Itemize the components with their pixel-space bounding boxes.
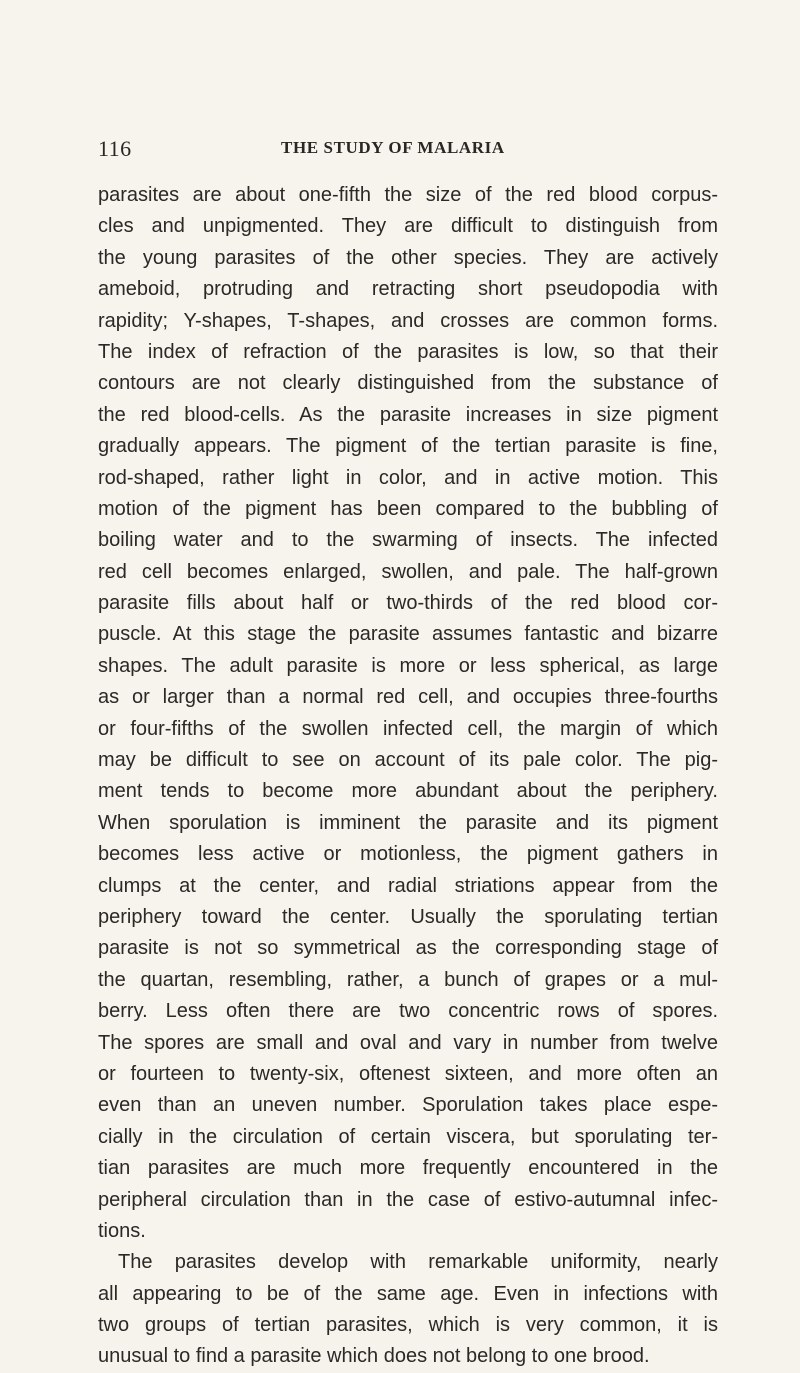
text-line: ameboid, protruding and retracting short pseudopodia with [98,278,718,301]
text-line: the quartan, resembling, rather, a bunch of grapes or a mul- [98,968,718,991]
text-line: even than an uneven number. Sporulation takes place espe- [98,1094,718,1117]
text-line: The index of refraction of the parasites is low, so that their [98,340,718,363]
text-line: or four-fifths of the swollen infected cell, the margin of which [98,717,718,740]
page-header [98,136,718,162]
text-line: When sporulation is imminent the parasite and its pigment [98,811,718,834]
text-line: The parasites develop with remarkable uniformity, nearly [118,1251,718,1274]
text-line: rapidity; Y-shapes, T-shapes, and crosses are common forms. [98,309,718,332]
text-line: motion of the pigment has been compared to the bubbling of [98,497,718,520]
text-line: parasite fills about half or two-thirds of the red blood cor- [98,592,718,615]
paragraph-1 [98,180,718,1247]
text-line: red cell becomes enlarged, swollen, and pale. The half-grown [98,560,718,583]
page-number: 116 [98,136,132,161]
text-line: parasites are about one-fifth the size of the red blood corpus- [98,184,718,206]
text-line: all appearing to be of the same age. Even in infections with [98,1282,718,1305]
text-line: clumps at the center, and radial striations appear from the [98,874,718,897]
text-line: the young parasites of the other species. They are actively [98,246,718,269]
text-line: boiling water and to the swarming of insects. The infected [98,529,718,552]
text-line: cles and unpigmented. They are difficult to distinguish from [98,215,718,238]
text-line: as or larger than a normal red cell, and occupies three-fourths [98,686,718,709]
text-line: tian parasites are much more frequently encountered in the [98,1157,718,1180]
text-line: shapes. The adult parasite is more or less spherical, as large [98,654,718,677]
text-line: parasite is not so symmetrical as the corresponding stage of [98,937,718,960]
text-line: berry. Less often there are two concentric rows of spores. [98,1000,718,1023]
text-line: puscle. At this stage the parasite assumes fantastic and bizarre [98,623,718,646]
text-line: becomes less active or motionless, the pigment gathers in [98,843,718,866]
text-line: The spores are small and oval and vary in number from twelve [98,1031,718,1054]
text-line: tions. [98,1219,146,1242]
paragraph-2 [98,1247,718,1373]
text-line: cially in the circulation of certain viscera, but sporulating ter- [98,1125,718,1148]
text-line: gradually appears. The pigment of the tertian parasite is fine, [98,435,718,458]
text-line: rod-shaped, rather light in color, and in active motion. This [98,466,718,489]
text-line: the red blood-cells. As the parasite increases in size pigment [98,403,718,426]
text-line: or fourteen to twenty-six, oftenest sixteen, and more often an [98,1062,718,1085]
text-line: unusual to find a parasite which does not belong to one brood. [98,1345,650,1368]
text-line: periphery toward the center. Usually the sporulating tertian [98,905,718,928]
text-line: two groups of tertian parasites, which is very common, it is [98,1314,718,1337]
text-line: peripheral circulation than in the case of estivo-autumnal infec- [98,1188,718,1211]
text-line: may be difficult to see on account of its pale color. The pig- [98,749,718,772]
body-text [98,180,718,1373]
text-line: contours are not clearly distinguished from the substance of [98,372,718,395]
running-head: THE STUDY OF MALARIA [281,138,505,157]
text-line: ment tends to become more abundant about the periphery. [98,780,718,803]
